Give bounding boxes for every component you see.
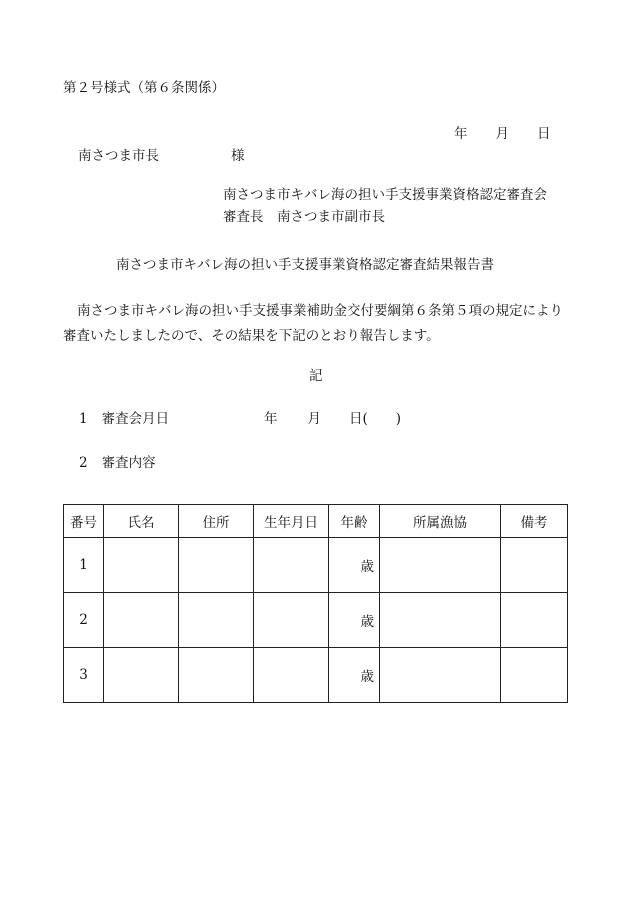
sender-organization: 南さつま市キバレ海の担い手支援事業資格認定審査会 [223, 187, 547, 203]
item1-number: 1 [79, 411, 88, 427]
header-remarks: 備考 [501, 505, 568, 538]
cell-age: 歳 [329, 593, 380, 648]
addressee-honorific: 様 [231, 148, 245, 164]
item1-month: 月 [307, 411, 321, 427]
row-number: 3 [64, 648, 104, 703]
date-month: 月 [495, 126, 509, 142]
cell-fishery-coop [380, 538, 501, 593]
body-paragraph [63, 299, 573, 349]
header-address: 住所 [179, 505, 254, 538]
cell-birthdate [254, 593, 329, 648]
item1-close: ) [395, 411, 402, 427]
table-row [64, 648, 568, 703]
date-line [454, 128, 551, 142]
cell-remarks [501, 593, 568, 648]
cell-age: 歳 [329, 538, 380, 593]
cell-name [104, 538, 179, 593]
cell-address [179, 593, 254, 648]
ki-heading: 記 [309, 368, 323, 384]
cell-address [179, 648, 254, 703]
cell-name [104, 648, 179, 703]
cell-birthdate [254, 538, 329, 593]
cell-name [104, 593, 179, 648]
cell-address [179, 538, 254, 593]
item1-row [79, 413, 169, 427]
item1-day: 日( [349, 411, 368, 427]
cell-age: 歳 [329, 648, 380, 703]
item1-year: 年 [264, 411, 278, 427]
header-birthdate: 生年月日 [254, 505, 329, 538]
cell-remarks [501, 538, 568, 593]
date-day: 日 [537, 126, 551, 142]
cell-fishery-coop [380, 593, 501, 648]
body-text: 南さつま市キバレ海の担い手支援事業補助金交付要綱第６条第５項の規定により審査いたしましたので、その結果を下記のとおり報告します。 [63, 303, 563, 344]
cell-birthdate [254, 648, 329, 703]
cell-fishery-coop [380, 648, 501, 703]
header-number: 番号 [64, 505, 104, 538]
item1-label: 審査会月日 [101, 411, 170, 427]
review-table [63, 504, 568, 703]
addressee [78, 150, 245, 164]
item2-number: 2 [79, 455, 88, 471]
header-fishery-coop: 所属漁協 [380, 505, 501, 538]
form-number: 第２号様式（第６条関係） [63, 80, 225, 96]
sender-chair: 審査長 南さつま市副市長 [223, 209, 385, 225]
header-age: 年齢 [329, 505, 380, 538]
table-row [64, 538, 568, 593]
addressee-name: 南さつま市長 [78, 148, 159, 164]
report-title: 南さつま市キバレ海の担い手支援事業資格認定審査結果報告書 [116, 257, 494, 273]
header-name: 氏名 [104, 505, 179, 538]
item1-date [264, 413, 401, 427]
table-header-row [64, 505, 568, 538]
table-row [64, 593, 568, 648]
row-number: 1 [64, 538, 104, 593]
date-year: 年 [454, 126, 468, 142]
item2-label: 審査内容 [101, 455, 156, 471]
cell-remarks [501, 648, 568, 703]
row-number: 2 [64, 593, 104, 648]
item2-row [79, 457, 156, 471]
